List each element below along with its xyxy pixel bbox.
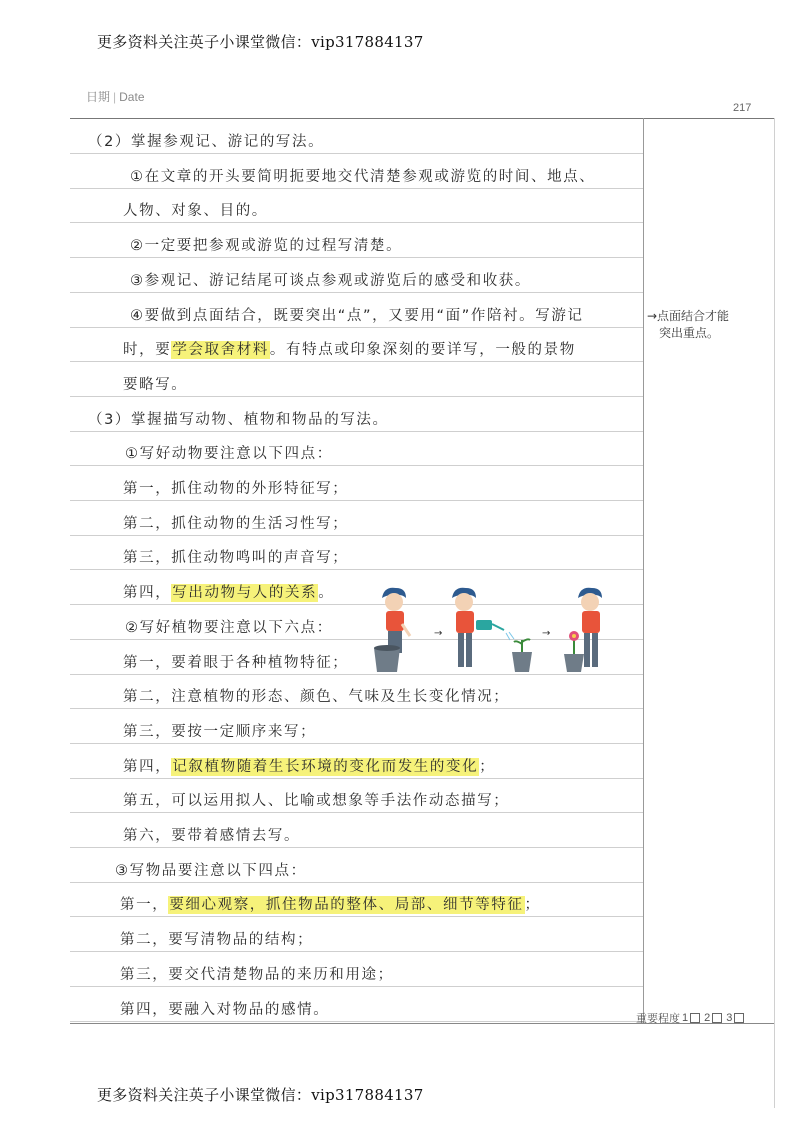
ruled-line <box>70 882 643 883</box>
importance-label: 重要程度 <box>636 1013 680 1025</box>
note-line-segment: ； <box>524 897 541 914</box>
note-line-segment: 。有特点或印象深刻的要详写，一般的景物 <box>269 342 576 359</box>
ruled-line <box>70 396 643 397</box>
boy-planting-figure <box>374 588 410 672</box>
note-line: ④要做到点面结合，既要突出“点”，又要用“面”作陪衬。写游记 <box>130 307 584 324</box>
note-line: 第三，要按一定顺序来写； <box>123 723 317 740</box>
note-line: ②写好植物要注意以下六点： <box>125 619 333 636</box>
note-line-segment: 时，要 <box>123 342 172 359</box>
note-line: （3）掌握描写动物、植物和物品的写法。 <box>88 411 389 428</box>
date-label-en: Date <box>119 90 145 104</box>
importance-checkbox-2[interactable] <box>712 1013 722 1023</box>
note-line: ③参观记、游记结尾可谈点参观或游览后的感受和收获。 <box>130 272 531 289</box>
ruled-line <box>70 327 643 328</box>
importance-checkbox-3[interactable] <box>734 1013 744 1023</box>
note-line-segment: 第四， <box>123 585 172 602</box>
note-line: 第一，要着眼于各种植物特征； <box>123 654 349 671</box>
importance-level-2[interactable]: 2 <box>704 1012 711 1024</box>
header-separator: | <box>113 90 117 104</box>
note-line: 第二，要写清物品的结构； <box>120 932 314 949</box>
note-line: 第五，可以运用拟人、比喻或想象等手法作动态描写； <box>123 793 510 810</box>
note-line: ①在文章的开头要简明扼要地交代清楚参观或游览的时间、地点、 <box>130 168 596 185</box>
ruled-line <box>70 778 643 779</box>
ruled-line <box>70 465 643 466</box>
note-line: 要略写。 <box>123 376 188 393</box>
ruled-line <box>70 500 643 501</box>
margin-rule <box>643 118 644 1024</box>
ruled-line <box>70 431 643 432</box>
note-line <box>123 581 334 602</box>
ruled-line <box>70 847 643 848</box>
ruled-line <box>70 812 643 813</box>
importance-level-3[interactable]: 3 <box>726 1012 733 1024</box>
note-line <box>120 893 541 914</box>
note-line <box>123 755 495 776</box>
side-note <box>647 308 729 342</box>
ruled-line <box>70 569 643 570</box>
ruled-line <box>70 292 643 293</box>
ruled-line <box>70 222 643 223</box>
note-line: 第三，要交代清楚物品的来历和用途； <box>120 966 394 983</box>
date-header <box>86 88 145 105</box>
importance-level-1[interactable]: 1 <box>682 1012 689 1024</box>
side-note-line-2: 突出重点。 <box>659 326 720 340</box>
highlighted-text: 记叙植物随着生长环境的变化而发生的变化 <box>172 758 479 775</box>
arrow-icon-1: → <box>434 628 443 639</box>
page-right-edge <box>774 118 775 1108</box>
arrow-icon-2: → <box>542 628 551 639</box>
note-line: ①写好动物要注意以下四点： <box>125 446 333 463</box>
ruled-line <box>70 361 643 362</box>
ruled-line <box>70 1021 643 1022</box>
ruled-line <box>70 153 643 154</box>
note-line: 第二，抓住动物的生活习性写； <box>123 515 349 532</box>
note-line: （2）掌握参观记、游记的写法。 <box>88 134 325 150</box>
importance-checkbox-1[interactable] <box>690 1013 700 1023</box>
ruled-line <box>70 743 643 744</box>
note-line-segment: ； <box>479 758 496 775</box>
ruled-line <box>70 188 643 189</box>
boy-admiring-figure <box>564 588 602 672</box>
ruled-line <box>70 951 643 952</box>
ruled-line <box>70 916 643 917</box>
plant-growth-illustration <box>372 584 622 679</box>
watermark-bottom: 更多资料关注英子小课堂微信：vip317884137 <box>97 1086 424 1104</box>
highlighted-text: 要细心观察，抓住物品的整体、局部、细节等特征 <box>169 897 524 914</box>
importance-rating <box>636 1010 746 1026</box>
ruled-line <box>70 535 643 536</box>
note-line: 第四，要融入对物品的感情。 <box>120 1001 330 1018</box>
note-line <box>123 338 576 359</box>
note-line-segment: 第四， <box>123 758 172 775</box>
ruled-line <box>70 708 643 709</box>
highlighted-text: 写出动物与人的关系 <box>172 585 318 602</box>
note-line: 第六，要带着感情去写。 <box>123 828 301 844</box>
page-number: 217 <box>733 102 752 114</box>
note-line: ②一定要把参观或游览的过程写清楚。 <box>130 238 403 255</box>
note-line: 第一，抓住动物的外形特征写； <box>123 481 349 497</box>
note-line-segment: 第一， <box>120 897 169 914</box>
note-line: 第三，抓住动物鸣叫的声音写； <box>123 550 349 567</box>
watermark-top: 更多资料关注英子小课堂微信：vip317884137 <box>97 33 424 51</box>
note-line: 第二，注意植物的形态、颜色、气味及生长变化情况； <box>123 689 510 706</box>
ruled-line <box>70 257 643 258</box>
boy-watering-figure <box>452 588 532 672</box>
note-line: ③写物品要注意以下四点： <box>115 862 307 879</box>
note-line: 人物、对象、目的。 <box>123 203 268 220</box>
note-line-segment: 。 <box>318 585 335 602</box>
highlighted-text: 学会取舍材料 <box>172 342 269 359</box>
side-note-line-1: →点面结合才能 <box>647 309 730 323</box>
ruled-line <box>70 986 643 987</box>
date-label-cn: 日期 <box>86 90 111 104</box>
